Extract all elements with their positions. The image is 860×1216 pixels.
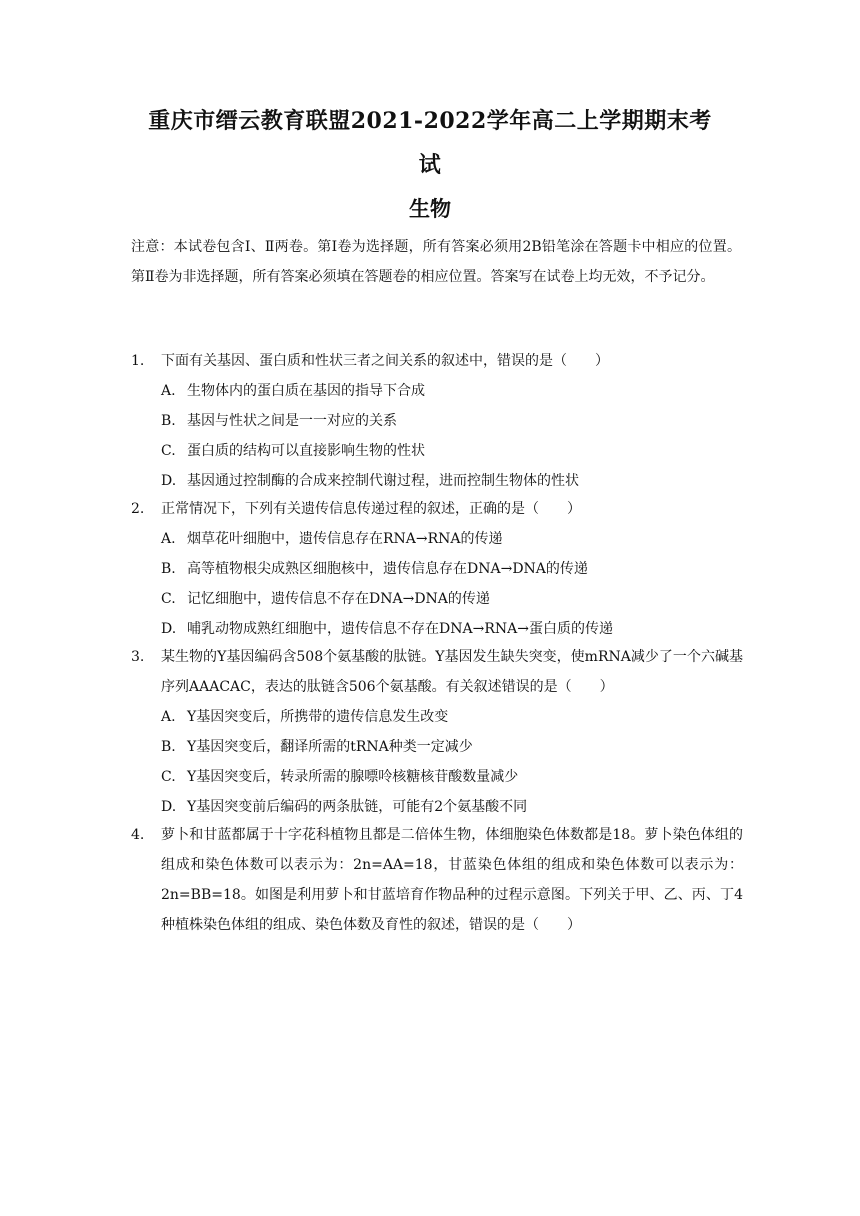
question-stem: 某生物的Y基因编码含508个氨基酸的肽链。Y基因发生缺失突变，使mRNA减少了一个六碱基序列AAACAC，表达的肽链含506个氨基酸。有关叙述错误的是（ ） — [161, 649, 743, 695]
option-text: 基因通过控制酶的合成来控制代谢过程，进而控制生物体的性状 — [187, 473, 579, 489]
option-d — [161, 466, 743, 496]
question-stem: 萝卜和甘蓝都属于十字花科植物且都是二倍体生物，体细胞染色体数都是18。萝卜染色体组的组成和染色体数可以表示为：2n=AA=18，甘蓝染色体组的组成和染色体数可以表示为：2n=BB=18。如图是利用萝卜和甘蓝培育作物品种的过程示意图。下列关于甲、乙、丙、丁4种植株染色体组的组成、染色体数及育性的叙述，错误的是（ ） — [161, 827, 743, 933]
option-c — [161, 436, 743, 466]
question-number: 1. — [131, 353, 145, 369]
exam-notice: 注意：本试卷包含Ⅰ、Ⅱ两卷。第Ⅰ卷为选择题，所有答案必须用2B铅笔涂在答题卡中相应的位置。第Ⅱ卷为非选择题，所有答案必须填在答题卷的相应位置。答案写在试卷上均无效，不予记分。 — [131, 239, 741, 285]
option-b — [161, 554, 743, 584]
option-text: Y基因突变后，翻译所需的tRNA种类一定减少 — [187, 739, 473, 755]
exam-title-line2: 试 — [418, 152, 442, 178]
option-text: Y基因突变前后编码的两条肽链，可能有2个氨基酸不同 — [187, 799, 528, 815]
question-number: 3. — [131, 649, 145, 665]
question-2 — [131, 494, 743, 644]
option-letter: A. — [161, 383, 176, 399]
subject-heading: 生物 — [409, 196, 451, 221]
option-text: 哺乳动物成熟红细胞中，遗传信息不存在DNA→RNA→蛋白质的传递 — [187, 621, 613, 637]
option-letter: A. — [161, 709, 176, 725]
question-number: 2. — [131, 501, 145, 517]
question-1 — [131, 346, 743, 496]
option-b — [161, 732, 743, 762]
question-number: 4. — [131, 827, 145, 843]
option-c — [161, 762, 743, 792]
option-text: 生物体内的蛋白质在基因的指导下合成 — [187, 383, 425, 399]
question-4 — [131, 820, 743, 940]
option-letter: C. — [161, 443, 176, 459]
option-letter: B. — [161, 739, 176, 755]
option-text: 基因与性状之间是一一对应的关系 — [187, 413, 397, 429]
option-a — [161, 524, 743, 554]
option-text: Y基因突变后，转录所需的腺嘌呤核糖核苷酸数量减少 — [187, 769, 519, 785]
option-text: 记忆细胞中，遗传信息不存在DNA→DNA的传递 — [187, 591, 490, 607]
exam-title-line1: 重庆市缙云教育联盟2021-2022学年高二上学期期末考 — [148, 108, 712, 134]
question-stem: 下面有关基因、蛋白质和性状三者之间关系的叙述中，错误的是（ ） — [161, 353, 609, 369]
option-c — [161, 584, 743, 614]
option-a — [161, 702, 743, 732]
option-b — [161, 406, 743, 436]
option-letter: B. — [161, 561, 176, 577]
option-letter: C. — [161, 769, 176, 785]
question-stem: 正常情况下，下列有关遗传信息传递过程的叙述，正确的是（ ） — [161, 501, 581, 517]
option-text: Y基因突变后，所携带的遗传信息发生改变 — [187, 709, 449, 725]
option-letter: C. — [161, 591, 176, 607]
option-text: 烟草花叶细胞中，遗传信息存在RNA→RNA的传递 — [187, 531, 503, 547]
question-3 — [131, 642, 743, 822]
option-letter: D. — [161, 799, 177, 815]
option-text: 高等植物根尖成熟区细胞核中，遗传信息存在DNA→DNA的传递 — [187, 561, 588, 577]
option-a — [161, 376, 743, 406]
option-letter: D. — [161, 473, 177, 489]
option-d — [161, 792, 743, 822]
option-d — [161, 614, 743, 644]
option-letter: D. — [161, 621, 177, 637]
option-letter: A. — [161, 531, 176, 547]
option-text: 蛋白质的结构可以直接影响生物的性状 — [187, 443, 425, 459]
option-letter: B. — [161, 413, 176, 429]
